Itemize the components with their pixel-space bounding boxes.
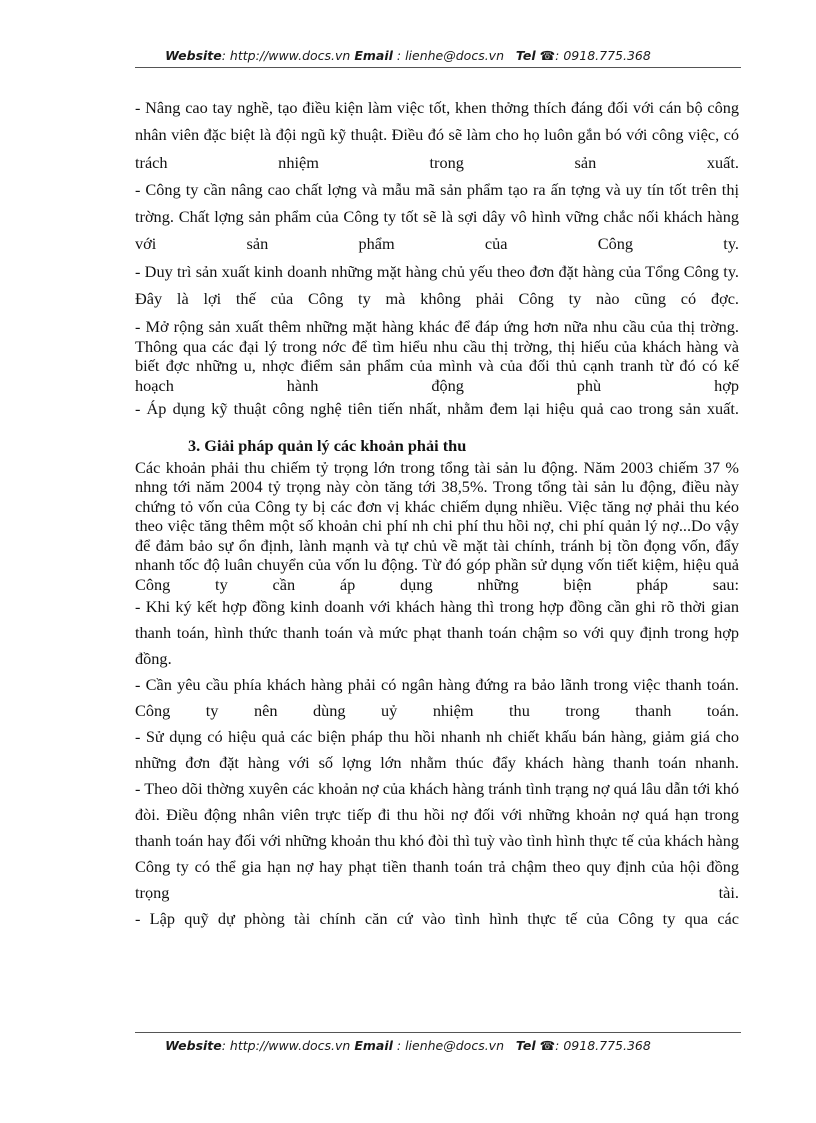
paragraph: - Khi ký kết hợp đồng kinh doanh với khách hàng thì trong hợp đồng cần ghi rõ thời gian thanh toán, hình thức thanh toán và mức phạt thanh toán chậm so với quy định trong hợp đồng. (135, 597, 739, 669)
email-value: : lienhe@docs.vn (392, 1038, 504, 1053)
footer-rule (135, 1032, 741, 1033)
email-label: Email (354, 48, 393, 63)
tel-value: : 0918.775.368 (555, 1038, 651, 1053)
phone-icon: ☎ (539, 1038, 556, 1053)
paragraph: - Sử dụng có hiệu quả các biện pháp thu hồi nhanh nh chiết khấu bán hàng, giảm giá cho những đơn đặt hàng với số lợng lớn nhằm thúc đẩy khách hàng thanh toán nhanh. (135, 727, 739, 773)
section-heading: 3. Giải pháp quản lý các khoản phải thu (188, 435, 467, 455)
website-label: Website (165, 1038, 222, 1053)
phone-icon: ☎ (539, 48, 556, 63)
page-header (0, 48, 816, 63)
email-value: : lienhe@docs.vn (392, 48, 504, 63)
paragraph: Các khoản phải thu chiếm tỷ trọng lớn trong tổng tài sản lu động. Năm 2003 chiếm 37 % nhng tới năm 2004 tỷ trọng này còn tăng tới 38,5%. Trong tổng tài sản lu động, điều này chứng tỏ vốn của Công ty bị các đơn vị khác chiếm dụng nhiều. Việc tăng nợ phải thu kéo theo việc tăng thêm một số khoản chi phí nh chi phí thu hồi nợ, chi phí quản lý nợ...Do vậy để đảm bảo sự ổn định, lành mạnh và tự chủ về mặt tài chính, tránh bị tồn đọng vốn, đẩy nhanh tốc độ luân chuyển của vốn lu động. Từ đó góp phần sử dụng vốn tiết kiệm, hiệu quả Công ty cần áp dụng những biện pháp sau: (135, 457, 739, 594)
paragraph: - Duy trì sản xuất kinh doanh những mặt hàng chủ yếu theo đơn đặt hàng của Tổng Công ty. Đây là lợi thế của Công ty mà không phải Công ty nào cũng có đợc. (135, 261, 739, 309)
tel-label: Tel (515, 1038, 536, 1053)
header-rule (135, 67, 741, 68)
tel-value: : 0918.775.368 (555, 48, 651, 63)
website-value: : http://www.docs.vn (221, 1038, 351, 1053)
email-label: Email (354, 1038, 393, 1053)
website-label: Website (165, 48, 222, 63)
paragraph: - Cần yêu cầu phía khách hàng phải có ngân hàng đứng ra bảo lãnh trong việc thanh toán. Công ty nên dùng uỷ nhiệm thu trong thanh toán. (135, 675, 739, 721)
document-body (135, 94, 739, 932)
paragraph: - Nâng cao tay nghề, tạo điều kiện làm việc tốt, khen thởng thích đáng đối với cán bộ công nhân viên đặc biệt là đội ngũ kỹ thuật. Điều đó sẽ làm cho họ luôn gắn bó với công việc, có trách nhiệm trong sản xuất. (135, 98, 739, 172)
page-footer (0, 1038, 816, 1053)
paragraph: - Mở rộng sản xuất thêm những mặt hàng khác để đáp ứng hơn nữa nhu cầu của thị trờng. Thông qua các đại lý trong nớc để tìm hiểu nhu cầu thị trờng, thị hiếu của khách hàng và biết đợc những u, nhợc điểm sản phẩm của mình và của đối thủ cạnh tranh từ đó có kế hoạch hành động phù hợp (135, 317, 739, 395)
paragraph: - Theo dõi thờng xuyên các khoản nợ của khách hàng tránh tình trạng nợ quá lâu dẫn tới khó đòi. Điều động nhân viên trực tiếp đi thu hồi nợ đối với những khoản nợ quá hạn trong thanh toán hay đối với những khoản thu khó đòi thì tuỳ vào tình hình thực tế của khách hàng Công ty có thể gia hạn nợ hay phạt tiền thanh toán trả chậm theo quy định của hội đồng trọng tài. (135, 779, 739, 903)
tel-label: Tel (515, 48, 536, 63)
paragraph: - Áp dụng kỹ thuật công nghệ tiên tiến nhất, nhằm đem lại hiệu quả cao trong sản xuất. (135, 399, 739, 419)
website-value: : http://www.docs.vn (221, 48, 351, 63)
paragraph: - Công ty cần nâng cao chất lợng và mẫu mã sản phẩm tạo ra ấn tợng và uy tín tốt trên thị trờng. Chất lợng sản phẩm của Công ty tốt sẽ là sợi dây vô hình vững chắc nối khách hàng với sản phẩm của Công ty. (135, 179, 739, 254)
paragraph: - Lập quỹ dự phòng tài chính căn cứ vào tình hình thực tế của Công ty qua các (135, 909, 739, 929)
